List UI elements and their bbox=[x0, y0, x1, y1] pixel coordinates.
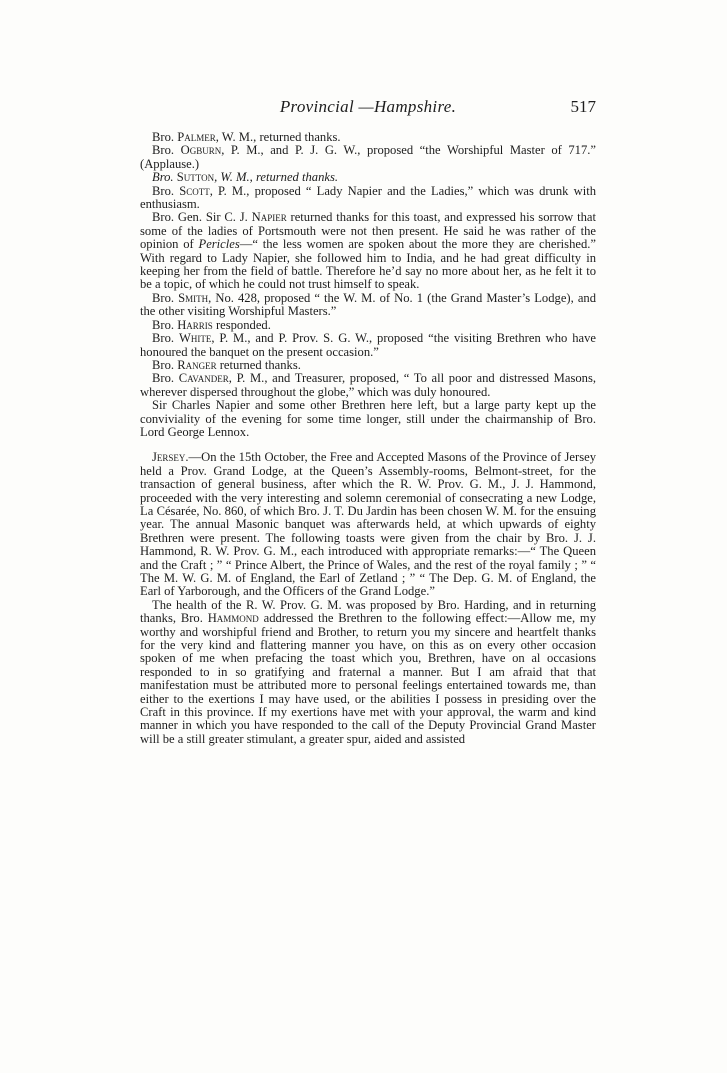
text-run: Bro. Gen. Sir C. J. bbox=[152, 210, 252, 225]
name-small-caps: Scott bbox=[179, 183, 210, 198]
paragraph bbox=[140, 359, 596, 372]
name-small-caps: Smith bbox=[178, 290, 209, 305]
body-text bbox=[140, 131, 596, 746]
paragraph bbox=[140, 185, 596, 212]
text-run: returned thanks for this toast, and expressed his sorrow that some of the ladies of Portsmouth were not then present. He said he was rather of the opinion of bbox=[140, 210, 596, 252]
text-run: , P. M., and Treasurer, proposed, “ To all poor and distressed Masons, wherever dispersed throughout the globe,” which was duly honoured. bbox=[140, 371, 596, 399]
text-run: Bro. bbox=[152, 371, 179, 386]
text-run: Bro. bbox=[152, 357, 178, 372]
name-small-caps: White bbox=[178, 331, 212, 346]
paragraph bbox=[140, 451, 596, 598]
paragraph bbox=[140, 332, 596, 359]
paragraph bbox=[140, 144, 596, 171]
paragraph bbox=[140, 211, 596, 291]
italic-text: Bro. bbox=[152, 170, 177, 185]
name-small-caps: Ranger bbox=[177, 357, 217, 372]
text-run: responded. bbox=[212, 317, 271, 332]
text-run: —“ the less women are spoken about the more they are cherished.” With regard to Lady Napier, she followed him to India, and he had great difficulty in keeping her from the field of battle. Therefore he’d say no more about her, as he felt it to be a topic, of which he could not trust himself to speak. bbox=[140, 237, 596, 292]
text-run: , P. M., and P. Prov. S. G. W., proposed “the visiting Brethren who have honoured the banquet on the present occasion.” bbox=[140, 331, 596, 359]
paragraph bbox=[140, 399, 596, 439]
text-run: .—On the 15th October, the Free and Accepted Masons of the Province of Jersey held a Prov. Grand Lodge, at the Queen’s Assembly-rooms, Belmont-street, for the transaction of general business, after which the R. W. Prov. G. M., J. J. Hammond, proceeded with the very interesting and solemn ceremonial of consecrating a new Lodge, La Césarée, No. 860, of which Bro. J. T. Du Jardin has been chosen W. M. for the ensuing year. The annual Masonic banquet was afterwards held, at which upwards of eighty Brethren were present. The following toasts were given from the chair by Bro. J. J. Hammond, R. W. Prov. G. M., each introduced with appropriate remarks:—“ The Queen and the Craft ; ” “ Prince Albert, the Prince of Wales, and the rest of the royal family ; ” “ The M. W. G. M. of England, the Earl of Zetland ; ” “ The Dep. G. M. of England, the Earl of Yarborough, and the Officers of the Grand Lodge.” bbox=[140, 450, 596, 599]
text-run: , W. M., returned thanks. bbox=[215, 130, 341, 144]
text-run: , P. M., and P. J. G. W., proposed “the Worshipful Master of 717.” (Applause.) bbox=[140, 143, 597, 171]
paragraph bbox=[140, 599, 596, 746]
text-run: , P. M., proposed “ Lady Napier and the Ladies,” which was drunk with enthusiasm. bbox=[140, 183, 596, 212]
name-small-caps: Jersey bbox=[152, 450, 186, 465]
name-small-caps: Cavander bbox=[178, 371, 229, 386]
text-run: Bro. bbox=[152, 130, 178, 144]
paragraph bbox=[140, 372, 596, 399]
name-small-caps: Sutton bbox=[176, 170, 215, 185]
text-run: addressed the Brethren to the following effect:—Allow me, my worthy and worshipful friend and Brother, to return you my sincere and heartfelt thanks for the very kind and flattering manner you have, on this as on every other occasion spoken of me when prefacing the toast which you, Brethren, have on al occasions responded to in so gratifying and fraternal a manner. But I am afraid that that manifestation must be attributed more to personal feelings entertained towards me, than either to the exertions I may have used, or the abilities I possess in presiding over the Craft in this province. If my exertions have met with your approval, the warm and kind manner in which you have responded to the call of the Deputy Provincial Grand Master will be a still greater stimulant, a greater spur, aided and assisted bbox=[140, 611, 596, 746]
text-run: Bro. bbox=[152, 331, 179, 346]
text-run: Bro. bbox=[152, 290, 179, 305]
name-small-caps: Napier bbox=[251, 210, 287, 225]
text-run: Bro. bbox=[152, 317, 178, 332]
text-run: , No. 428, proposed “ the W. M. of No. 1 (the Grand Master’s Lodge), and the other visiting Worshipful Masters.” bbox=[140, 290, 597, 319]
name-small-caps: Harris bbox=[177, 317, 213, 332]
page-number: 517 bbox=[570, 97, 596, 116]
italic-text: , W. M., returned thanks. bbox=[214, 170, 339, 185]
running-title: Provincial —Hampshire. bbox=[279, 97, 457, 116]
paragraph bbox=[140, 292, 596, 319]
paragraph bbox=[140, 171, 596, 184]
text-run: Sir Charles Napier and some other Brethren here left, but a large party kept up the conviviality of the evening for some time longer, still under the chairmanship of Bro. Lord George Lennox. bbox=[140, 398, 596, 439]
running-header bbox=[140, 97, 596, 121]
text-run: The health of the R. W. Prov. G. M. was proposed by Bro. Harding, and in returning thanks, Bro. bbox=[140, 597, 596, 626]
name-small-caps: Ogburn bbox=[180, 143, 222, 158]
italic-text: Pericles bbox=[198, 237, 240, 252]
paragraph bbox=[140, 131, 596, 144]
text-run: Bro. bbox=[152, 143, 181, 158]
text-run: Bro. bbox=[152, 183, 180, 198]
paragraph bbox=[140, 319, 596, 332]
name-small-caps: Palmer bbox=[177, 130, 216, 144]
text-run: returned thanks. bbox=[216, 357, 301, 372]
name-small-caps: Hammond bbox=[207, 611, 259, 626]
